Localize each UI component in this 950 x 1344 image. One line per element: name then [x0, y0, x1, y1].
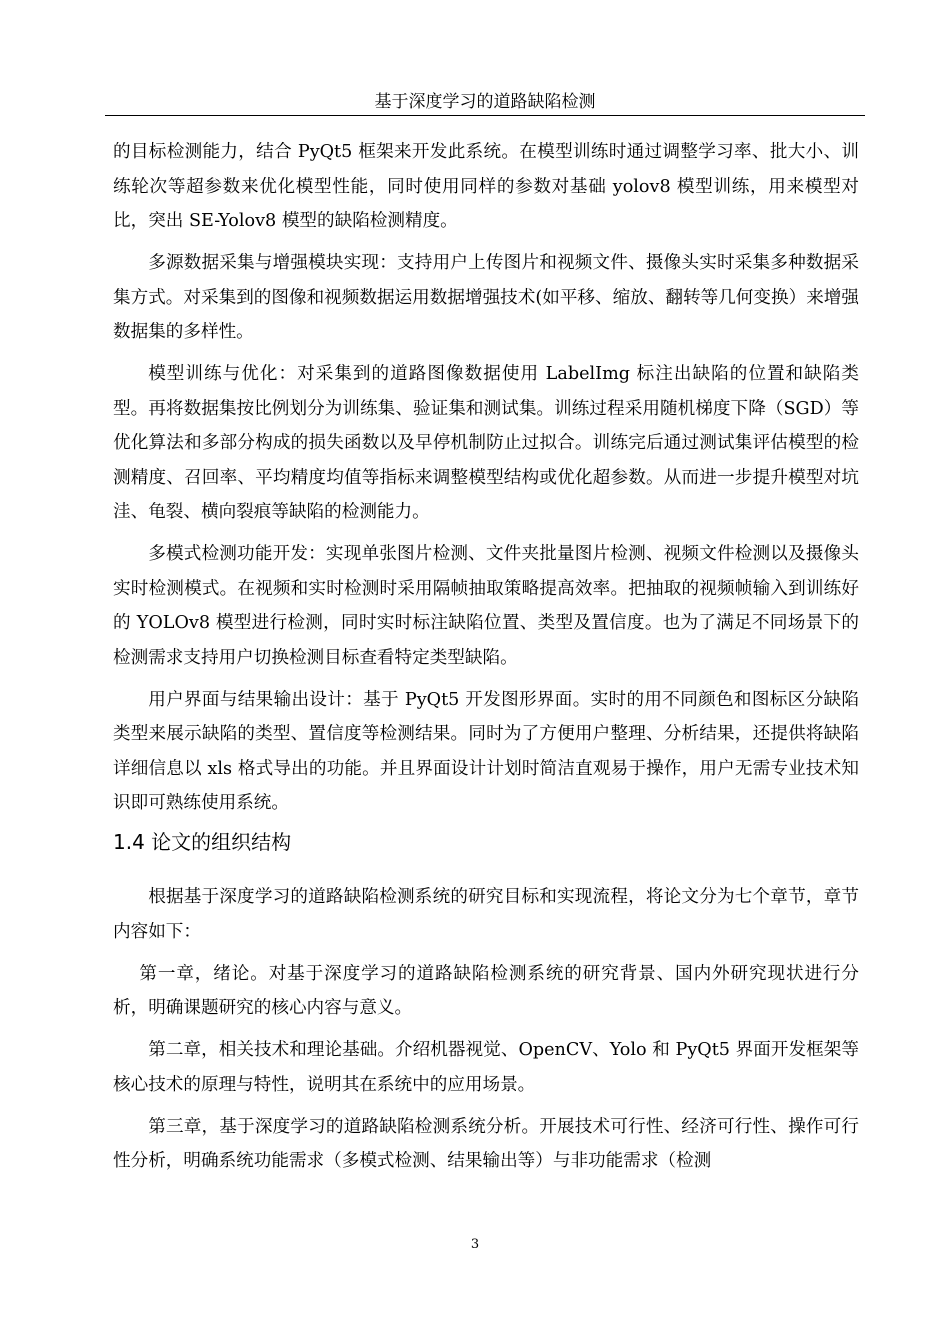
- paragraph-model-training: 模型训练与优化：对采集到的道路图像数据使用 LabelImg 标注出缺陷的位置和缺陷类型。再将数据集按比例划分为训练集、验证集和测试集。训练过程采用随机梯度下降（SGD）等优化算法和多部分构成的损失函数以及早停机制防止过拟合。训练完后通过测试集评估模型的检测精度、召回率、平均精度均值等指标来调整模型结构或优化超参数。从而进一步提升模型对坑洼、龟裂、横向裂痕等缺陷的检测能力。: [113, 364, 859, 522]
- paragraph-chapter-1: 第一章，绪论。对基于深度学习的道路缺陷检测系统的研究背景、国内外研究现状进行分析，明确课题研究的核心内容与意义。: [113, 963, 859, 1018]
- header-divider: [105, 115, 865, 116]
- paragraph-multimode-detection: 多模式检测功能开发：实现单张图片检测、文件夹批量图片检测、视频文件检测以及摄像头实时检测模式。在视频和实时检测时采用隔帧抽取策略提高效率。把抽取的视频帧输入到训练好的 YOLOv8 模型进行检测，同时实时标注缺陷位置、类型及置信度。也为了满足不同场景下的检测需求支持用户切换检测目标查看特定类型缺陷。: [113, 544, 859, 668]
- section-heading: 1.4 论文的组织结构: [113, 830, 292, 854]
- paragraph-data-collection: 多源数据采集与增强模块实现：支持用户上传图片和视频文件、摄像头实时采集多种数据采集方式。对采集到的图像和视频数据运用数据增强技术(如平移、缩放、翻转等几何变换）来增强数据集的多样性。: [113, 253, 859, 342]
- paragraph-ui-output: 用户界面与结果输出设计：基于 PyQt5 开发图形界面。实时的用不同颜色和图标区分缺陷类型来展示缺陷的类型、置信度等检测结果。同时为了方便用户整理、分析结果，还提供将缺陷详细信息以 xls 格式导出的功能。并且界面设计计划时简洁直观易于操作，用户无需专业技术知识即可熟练使用系统。: [113, 689, 859, 813]
- paragraph-chapter-2: 第二章，相关技术和理论基础。介绍机器视觉、OpenCV、Yolo 和 PyQt5 界面开发框架等核心技术的原理与特性，说明其在系统中的应用场景。: [113, 1040, 859, 1095]
- paragraph-structure-intro: 根据基于深度学习的道路缺陷检测系统的研究目标和实现流程，将论文分为七个章节，章节内容如下：: [113, 887, 859, 942]
- paragraph-chapter-3: 第三章，基于深度学习的道路缺陷检测系统分析。开展技术可行性、经济可行性、操作可行性分析，明确系统功能需求（多模式检测、结果输出等）与非功能需求（检测: [113, 1116, 859, 1171]
- running-header: 基于深度学习的道路缺陷检测: [374, 92, 596, 112]
- page-number: 3: [470, 1237, 480, 1252]
- paragraph-continuation: 的目标检测能力，结合 PyQt5 框架来开发此系统。在模型训练时通过调整学习率、批大小、训练轮次等超参数来优化模型性能，同时使用同样的参数对基础 yolov8 模型训练，用来模型对比，突出 SE-Yolov8 模型的缺陷检测精度。: [113, 142, 859, 231]
- body-text: [113, 135, 859, 1186]
